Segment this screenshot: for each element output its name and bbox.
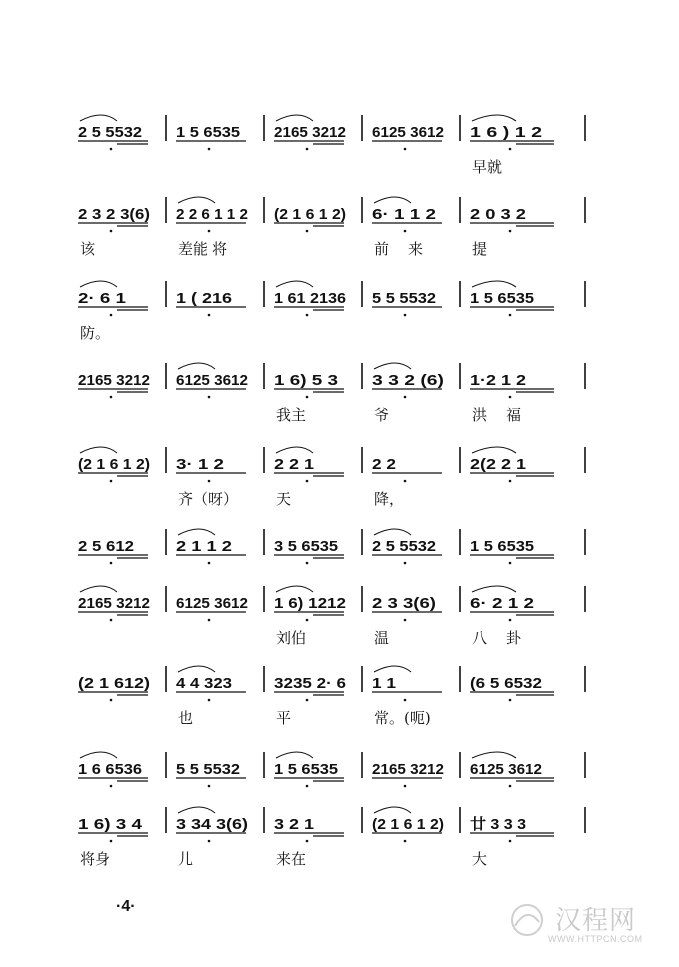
measure-notes: 6· 2 1 2 xyxy=(470,595,534,612)
lyric-text: 常。(呃) xyxy=(374,709,431,727)
lyric-text: 大 xyxy=(472,850,488,868)
octave-dot xyxy=(208,785,211,788)
slur-arc xyxy=(472,281,516,287)
measure-notes: 1 6) 5 3 xyxy=(274,372,338,389)
measure-notes: 3 2 1 xyxy=(274,816,314,833)
measure-notes: 3 5 6535 xyxy=(274,538,338,555)
slur-arc xyxy=(374,529,411,535)
measure-notes: 2 3 2 3(6) xyxy=(78,206,150,223)
measure-notes: 1 6 ) 1 2 xyxy=(470,124,542,141)
measure-notes: 2165 3212 xyxy=(372,761,444,778)
octave-dot xyxy=(509,619,512,622)
slur-arc xyxy=(276,115,313,121)
octave-dot xyxy=(208,840,211,843)
measure-notes: 6125 3612 xyxy=(372,124,444,141)
lyric-text: 八 xyxy=(472,629,488,647)
slur-arc xyxy=(374,197,411,203)
octave-dot xyxy=(509,230,512,233)
octave-dot xyxy=(208,699,211,702)
octave-dot xyxy=(306,148,309,151)
measure-notes: 1 ( 216 xyxy=(176,290,232,307)
measure-notes: 1 5 6535 xyxy=(470,290,534,307)
octave-dot xyxy=(208,619,211,622)
octave-dot xyxy=(110,480,113,483)
measure-notes: 2(2 2 1 xyxy=(470,456,526,473)
octave-dot xyxy=(110,785,113,788)
measure-notes: 2 2 1 xyxy=(274,456,314,473)
octave-dot xyxy=(306,396,309,399)
lyric-text: 降， xyxy=(374,490,405,508)
lyric-text: 福 xyxy=(506,406,522,424)
octave-dot xyxy=(509,785,512,788)
slur-arc xyxy=(178,197,215,203)
octave-dot xyxy=(404,480,407,483)
octave-dot xyxy=(110,699,113,702)
measure-notes: (2 1 612) xyxy=(78,675,150,692)
slur-arc xyxy=(276,447,313,453)
page-number: ·4· xyxy=(116,898,136,915)
lyric-text: 平 xyxy=(276,709,292,727)
measure-notes: 1 5 6535 xyxy=(470,538,534,555)
slur-arc xyxy=(80,752,117,758)
slur-arc xyxy=(178,529,215,535)
octave-dot xyxy=(509,314,512,317)
octave-dot xyxy=(306,562,309,565)
slur-arc xyxy=(276,586,313,592)
measure-notes: 2165 3212 xyxy=(274,124,346,141)
measure-notes: 2 2 xyxy=(372,456,396,473)
octave-dot xyxy=(404,619,407,622)
slur-arc xyxy=(276,281,313,287)
measure-notes: 5 5 5532 xyxy=(372,290,436,307)
slur-arc xyxy=(178,363,215,369)
octave-dot xyxy=(110,619,113,622)
octave-dot xyxy=(306,699,309,702)
lyric-text: 也 xyxy=(178,709,194,727)
lyric-text: 爷 xyxy=(374,406,390,424)
measure-notes: 5 5 5532 xyxy=(176,761,240,778)
measure-notes: 3 34 3(6) xyxy=(176,816,248,833)
lyric-text: 齐（呀） xyxy=(178,490,239,508)
lyric-text: 将 xyxy=(212,240,228,258)
octave-dot xyxy=(208,314,211,317)
lyric-text: 刘伯 xyxy=(276,629,307,647)
measure-notes: 3235 2· 6 xyxy=(274,675,346,692)
watermark-text: 汉程网 xyxy=(555,906,637,936)
measure-notes: 1 61 2136 xyxy=(274,290,346,307)
measure-notes: 2 1 1 2 xyxy=(176,538,232,555)
measure-notes: 1 6) 3 4 xyxy=(78,816,143,833)
measure-notes: 1 6) 1212 xyxy=(274,595,346,612)
octave-dot xyxy=(306,785,309,788)
slur-arc xyxy=(472,115,516,121)
slur-arc xyxy=(374,363,411,369)
lyric-text: 将身 xyxy=(80,850,111,868)
measure-notes: 2 3 3(6) xyxy=(372,595,436,612)
lyric-text: 儿 xyxy=(178,850,194,868)
measure-notes: 6· 1 1 2 xyxy=(372,206,436,223)
octave-dot xyxy=(306,840,309,843)
measure-notes: 6125 3612 xyxy=(176,372,248,389)
lyric-text: 卦 xyxy=(506,629,522,647)
slur-arc xyxy=(80,115,117,121)
octave-dot xyxy=(208,480,211,483)
watermark-logo-icon xyxy=(505,900,549,940)
slur-arc xyxy=(178,807,215,813)
measure-notes: 1·2 1 2 xyxy=(470,372,526,389)
lyric-text: 前 xyxy=(374,240,390,258)
lyric-text: 温 xyxy=(374,629,390,647)
octave-dot xyxy=(509,699,512,702)
lyric-text: 天 xyxy=(276,490,292,508)
measure-notes: 廿 3 3 3 xyxy=(470,816,526,833)
octave-dot xyxy=(404,840,407,843)
octave-dot xyxy=(404,396,407,399)
octave-dot xyxy=(509,396,512,399)
octave-dot xyxy=(404,785,407,788)
measure-notes: 2 5 5532 xyxy=(372,538,436,555)
measure-notes: 6125 3612 xyxy=(470,761,542,778)
measure-notes: 2 5 5532 xyxy=(78,124,142,141)
octave-dot xyxy=(509,840,512,843)
octave-dot xyxy=(110,314,113,317)
measure-notes: 2· 6 1 xyxy=(78,290,126,307)
measure-notes: (2 1 6 1 2) xyxy=(372,816,445,833)
slur-arc xyxy=(178,666,215,672)
octave-dot xyxy=(208,230,211,233)
measure-notes: 1 5 6535 xyxy=(176,124,240,141)
measure-notes: 2165 3212 xyxy=(78,372,150,389)
slur-arc xyxy=(472,586,516,592)
watermark-url: WWW.HTTPCN.COM xyxy=(548,934,643,944)
slur-arc xyxy=(374,807,411,813)
octave-dot xyxy=(208,396,211,399)
slur-arc xyxy=(472,447,516,453)
slur-arc xyxy=(374,666,411,672)
octave-dot xyxy=(208,148,211,151)
lyric-text: 该 xyxy=(80,240,96,258)
slur-arc xyxy=(276,752,313,758)
measure-notes: 2 2 6 1 1 2 xyxy=(176,206,248,223)
octave-dot xyxy=(110,396,113,399)
lyric-text: 我主 xyxy=(276,406,307,424)
octave-dot xyxy=(306,619,309,622)
octave-dot xyxy=(306,230,309,233)
lyric-text: 差能 xyxy=(178,240,209,258)
lyric-text: 提 xyxy=(472,240,488,258)
octave-dot xyxy=(208,562,211,565)
octave-dot xyxy=(509,148,512,151)
lyric-text: 早就 xyxy=(472,158,503,176)
octave-dot xyxy=(509,562,512,565)
lyric-text: 洪 xyxy=(472,406,488,424)
slur-arc xyxy=(80,586,117,592)
octave-dot xyxy=(404,314,407,317)
octave-dot xyxy=(509,480,512,483)
octave-dot xyxy=(110,148,113,151)
measure-notes: 1 5 6535 xyxy=(274,761,338,778)
octave-dot xyxy=(404,562,407,565)
octave-dot xyxy=(306,314,309,317)
octave-dot xyxy=(306,480,309,483)
lyric-text: 防。 xyxy=(80,324,111,342)
measure-notes: 6125 3612 xyxy=(176,595,248,612)
slur-arc xyxy=(80,447,117,453)
slur-arc xyxy=(80,281,117,287)
octave-dot xyxy=(110,230,113,233)
measure-notes: 3 3 2 (6) xyxy=(372,372,444,389)
octave-dot xyxy=(404,148,407,151)
octave-dot xyxy=(404,699,407,702)
measure-notes: (2 1 6 1 2) xyxy=(78,456,151,473)
measure-notes: 2 5 612 xyxy=(78,538,134,555)
measure-notes: 1 1 xyxy=(372,675,396,692)
octave-dot xyxy=(110,840,113,843)
measure-notes: 4 4 323 xyxy=(176,675,232,692)
lyric-text: 来 xyxy=(408,240,424,258)
measure-notes: 2 0 3 2 xyxy=(470,206,526,223)
lyric-text: 来在 xyxy=(276,850,307,868)
measure-notes: 1 6 6536 xyxy=(78,761,142,778)
measure-notes: 3· 1 2 xyxy=(176,456,224,473)
octave-dot xyxy=(404,230,407,233)
octave-dot xyxy=(110,562,113,565)
slur-arc xyxy=(472,752,516,758)
measure-notes: (6 5 6532 xyxy=(470,675,542,692)
measure-notes: (2 1 6 1 2) xyxy=(274,206,347,223)
measure-notes: 2165 3212 xyxy=(78,595,150,612)
